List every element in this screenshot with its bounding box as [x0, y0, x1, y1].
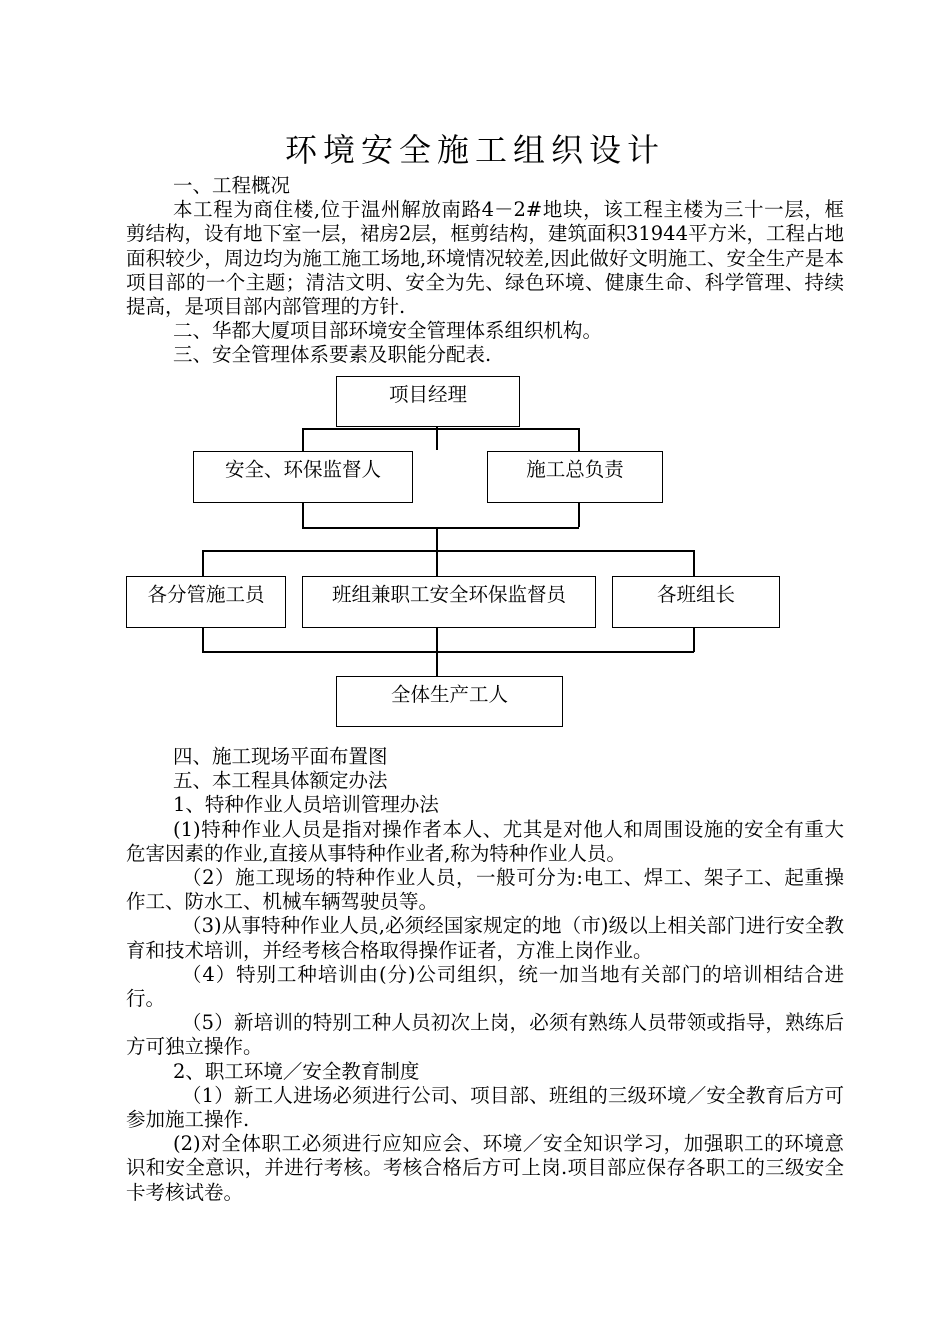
section-methods	[126, 745, 844, 1205]
org-box-site-engineers: 各分管施工员	[126, 576, 286, 628]
heading-1: 一、工程概况	[173, 174, 291, 197]
org-box-team-leaders: 各班组长	[612, 576, 780, 628]
paragraph-4: （4）特别工种培训由(分)公司组织，统一加当地有关部门的培训相结合进行。	[126, 962, 844, 1011]
section-overview	[126, 174, 844, 368]
paragraph-6: （1）新工人进场必须进行公司、项目部、班组的三级环境／安全教育后方可参加施工操作.	[126, 1083, 844, 1132]
overview-paragraph: 本工程为商住楼,位于温州解放南路4－2#地块，该工程主楼为三十一层，框剪结构，设有地下室一层，裙房2层，框剪结构，建筑面积31944平方米，工程占地面积较少，周边均为施工施工场地,环境情况较差,因此做好文明施工、安全生产是本项目部的一个主题；清洁文明、安全为先、绿色环境、健康生命、科学管理、持续提高，是项目部内部管理的方针.	[126, 198, 844, 319]
heading-2: 二、华都大厦项目部环境安全管理体系组织机构。	[173, 319, 603, 343]
paragraph-2: （2）施工现场的特种作业人员，一般可分为:电工、焊工、架子工、起重操作工、防水工、机械车辆驾驶员等。	[126, 866, 844, 914]
heading-4: 四、施工现场平面布置图	[173, 745, 388, 768]
org-box-project-manager: 项目经理	[336, 376, 520, 427]
org-box-construction-lead: 施工总负责	[487, 451, 663, 503]
paragraph-7: (2)对全体职工必须进行应知应会、环境／安全知识学习，加强职工的环境意识和安全意识，并进行考核。考核合格后方可上岗.项目部应保存各职工的三级安全卡考核试卷。	[126, 1132, 844, 1204]
page-title: 环境安全施工组织设计	[284, 131, 665, 169]
org-box-safety-supervisor: 安全、环保监督人	[193, 451, 413, 503]
heading-5: 五、本工程具体额定办法	[173, 769, 388, 793]
org-box-team-supervisors: 班组兼职工安全环保监督员	[302, 576, 596, 628]
paragraph-5: （5）新培训的特别工种人员初次上岗，必须有熟练人员带领或指导，熟练后方可独立操作。	[126, 1011, 844, 1059]
heading-3: 三、安全管理体系要素及职能分配表.	[173, 343, 492, 367]
subheading-1: 1、特种作业人员培训管理办法	[173, 793, 439, 817]
subheading-2: 2、职工环境／安全教育制度	[173, 1059, 420, 1083]
paragraph-1: (1)特种作业人员是指对操作者本人、尤其是对他人和周围设施的安全有重大危害因素的作业,直接从事特种作业者,称为特种作业人员。	[126, 817, 844, 865]
paragraph-3: （3)从事特种作业人员,必须经国家规定的地（市)级以上相关部门进行安全教育和技术培训，并经考核合格取得操作证者，方准上岗作业。	[126, 914, 844, 962]
org-box-all-workers: 全体生产工人	[336, 676, 563, 727]
